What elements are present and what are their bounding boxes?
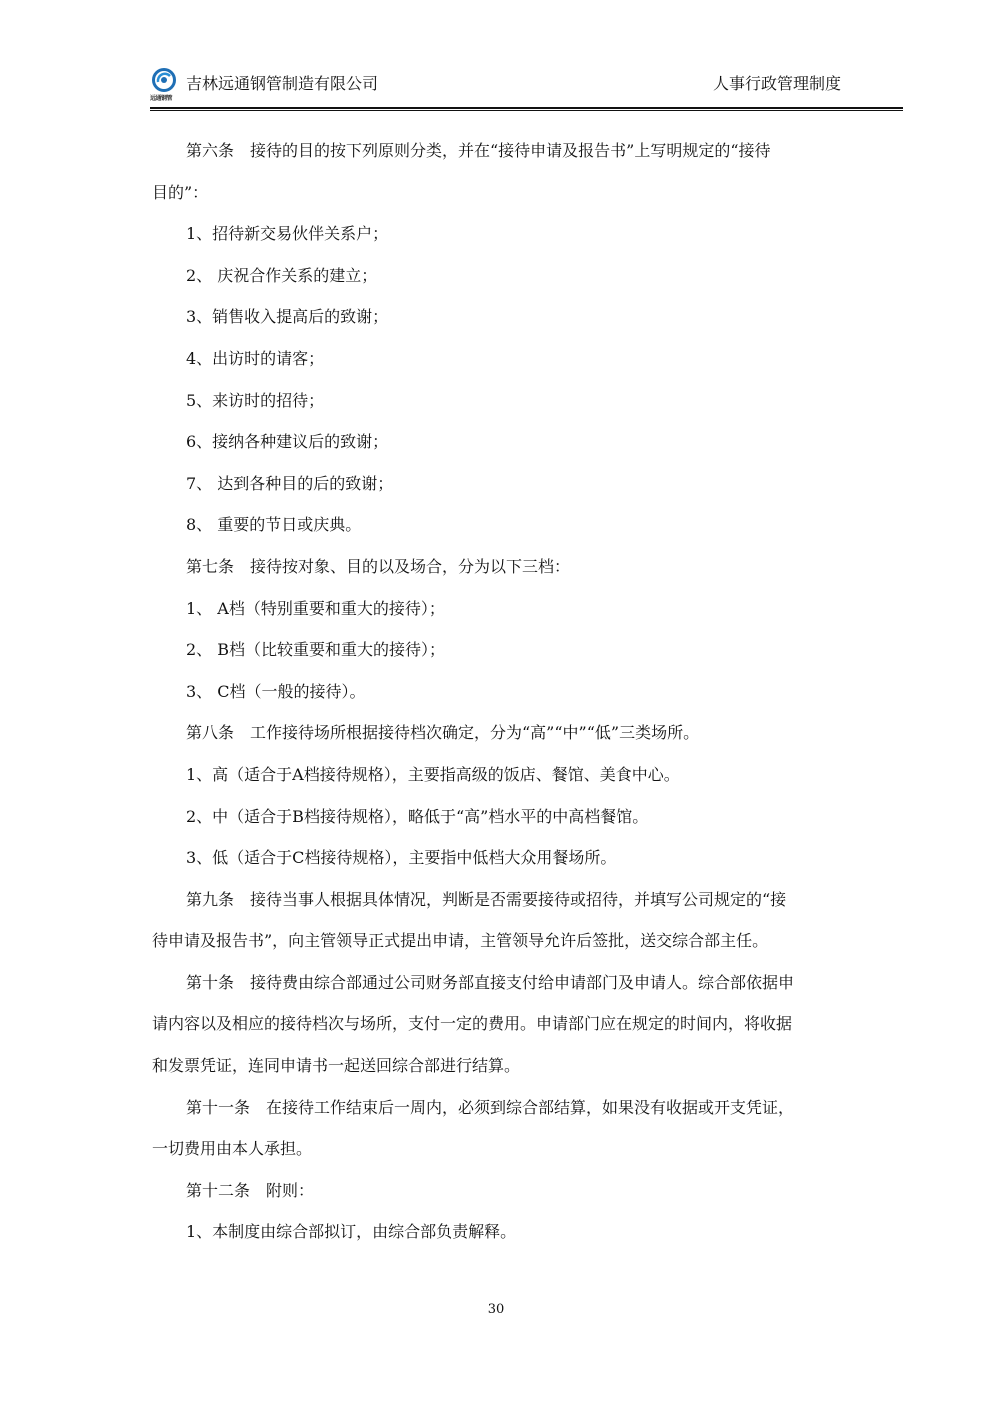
- header-rule-thin: [150, 110, 903, 111]
- text-line: 第八条 工作接待场所根据接待档次确定，分为“高”“中”“低”三类场所。: [186, 723, 700, 743]
- text-line: 2、 庆祝合作关系的建立；: [186, 265, 378, 285]
- text-line: 请内容以及相应的接待档次与场所，支付一定的费用。申请部门应在规定的时间内，将收据: [152, 1014, 793, 1034]
- text-line: 2、中（适合于B档接待规格），略低于“高”档水平的中高档餐馆。: [186, 806, 649, 826]
- text-line: 第十条 接待费由综合部通过公司财务部直接支付给申请部门及申请人。综合部依据申: [186, 972, 795, 992]
- text-line: 6、接纳各种建议后的致谢；: [186, 432, 389, 452]
- page-header: [150, 66, 903, 110]
- page-number: 30: [487, 1302, 505, 1317]
- text-line: 4、出访时的请客；: [186, 348, 325, 368]
- text-line: 第九条 接待当事人根据具体情况，判断是否需要接待或招待，并填写公司规定的“接: [186, 889, 787, 909]
- text-line: 待申请及报告书”，向主管领导正式提出申请，主管领导允许后签批，送交综合部主任。: [152, 931, 769, 951]
- logo-circle-icon: [152, 68, 176, 92]
- text-line: 1、招待新交易伙伴关系户；: [186, 224, 389, 244]
- document-body: [152, 130, 852, 1253]
- logo-text: 远通钢管: [150, 95, 173, 102]
- text-line: 3、 C档（一般的接待）。: [186, 681, 366, 701]
- text-line: 第十一条 在接待工作结束后一周内，必须到综合部结算，如果没有收据或开支凭证，: [186, 1097, 795, 1117]
- text-line: 1、本制度由综合部拟订，由综合部负责解释。: [186, 1222, 517, 1242]
- text-line: 3、销售收入提高后的致谢；: [186, 307, 389, 327]
- text-line: 8、 重要的节日或庆典。: [186, 515, 362, 535]
- header-rule: [150, 107, 903, 109]
- document-title: 人事行政管理制度: [712, 74, 841, 93]
- text-line: 第七条 接待按对象、目的以及场合，分为以下三档：: [186, 556, 571, 576]
- company-name: 吉林远通钢管制造有限公司: [186, 74, 379, 93]
- text-line: 目的”：: [152, 182, 209, 202]
- text-line: 一切费用由本人承担。: [152, 1139, 313, 1159]
- text-line: 第六条 接待的目的按下列原则分类，并在“接待申请及报告书”上写明规定的“接待: [186, 141, 771, 160]
- text-line: 1、高（适合于A档接待规格），主要指高级的饭店、餐馆、美食中心。: [186, 764, 680, 784]
- text-line: 1、 A档（特别重要和重大的接待）；: [186, 598, 445, 618]
- text-line: 2、 B档（比较重要和重大的接待）；: [186, 640, 446, 660]
- text-line: 和发票凭证，连同申请书一起送回综合部进行结算。: [152, 1056, 521, 1076]
- text-line: 7、 达到各种目的后的致谢；: [186, 473, 394, 493]
- company-logo: [150, 68, 180, 106]
- text-line: 第十二条 附则：: [186, 1180, 315, 1200]
- text-line: 5、来访时的招待；: [186, 390, 325, 410]
- text-line: 3、低（适合于C档接待规格），主要指中低档大众用餐场所。: [186, 848, 617, 868]
